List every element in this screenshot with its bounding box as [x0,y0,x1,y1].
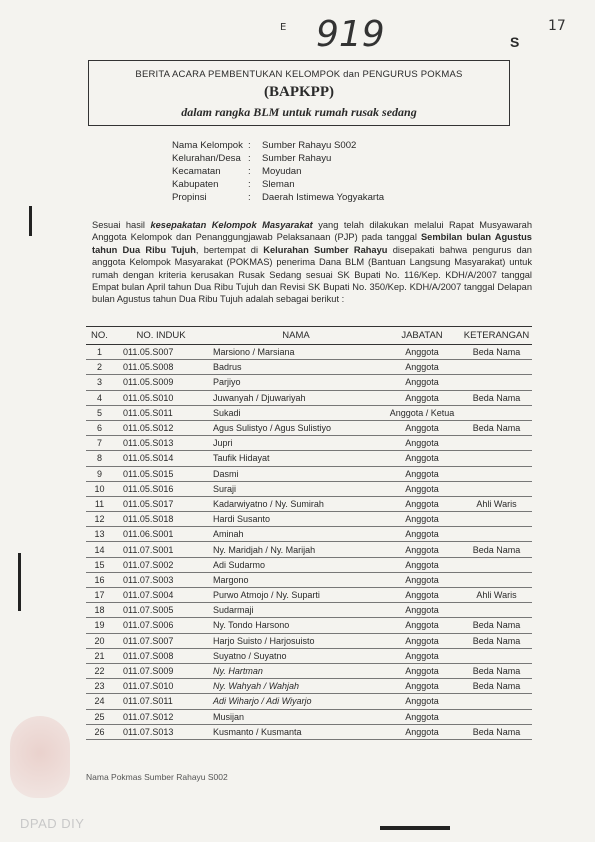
row-keterangan [461,466,532,481]
header-nama: NAMA [209,327,383,345]
row-keterangan [461,709,532,724]
row-no-induk: 011.07.S007 [113,633,209,648]
table-row [86,360,532,375]
row-nama: Agus Sulistyo / Agus Sulistiyo [209,420,383,435]
row-number: 16 [86,572,113,587]
row-nama: Margono [209,572,383,587]
row-keterangan [461,603,532,618]
row-jabatan: Anggota [383,588,461,603]
row-jabatan: Anggota [383,679,461,694]
row-keterangan [461,405,532,420]
row-keterangan [461,512,532,527]
row-nama: Musijan [209,709,383,724]
row-keterangan: Ahli Waris [461,588,532,603]
row-no-induk: 011.05.S012 [113,420,209,435]
para-text: , bertempat di [195,244,264,255]
row-number: 4 [86,390,113,405]
row-keterangan: Beda Nama [461,542,532,557]
row-nama: Jupri [209,436,383,451]
scan-mark [380,826,450,830]
row-number: 9 [86,466,113,481]
row-number: 17 [86,588,113,603]
row-nama: Hardi Susanto [209,512,383,527]
row-jabatan: Anggota [383,663,461,678]
row-jabatan: Anggota [383,648,461,663]
row-no-induk: 011.05.S018 [113,512,209,527]
row-jabatan: Anggota [383,451,461,466]
row-number: 24 [86,694,113,709]
table-row [86,436,532,451]
row-number: 11 [86,496,113,511]
row-number: 2 [86,360,113,375]
row-keterangan: Beda Nama [461,633,532,648]
row-no-induk: 011.07.S013 [113,724,209,739]
member-table [86,326,532,740]
header-keterangan: KETERANGAN [461,327,532,345]
row-no-induk: 011.07.S005 [113,603,209,618]
row-jabatan: Anggota [383,375,461,390]
row-nama: Kadarwiyatno / Ny. Sumirah [209,496,383,511]
row-no-induk: 011.06.S001 [113,527,209,542]
row-keterangan: Beda Nama [461,345,532,360]
row-jabatan: Anggota [383,420,461,435]
row-nama: Ny. Hartman [209,663,383,678]
scan-mark [18,553,21,611]
row-no-induk: 011.07.S003 [113,572,209,587]
row-nama: Harjo Suisto / Harjosuisto [209,633,383,648]
info-value: Moyudan [262,166,302,177]
table-row [86,512,532,527]
table-row [86,618,532,633]
row-number: 13 [86,527,113,542]
row-jabatan: Anggota [383,542,461,557]
para-date: Sembilan bulan Agustus tahun Dua Ribu Tujuh [92,232,532,255]
row-keterangan: Beda Nama [461,420,532,435]
row-no-induk: 011.07.S010 [113,679,209,694]
info-value: Sumber Rahayu S002 [262,140,357,151]
row-nama: Suyatno / Suyatno [209,648,383,663]
row-no-induk: 011.05.S013 [113,436,209,451]
row-nama: Aminah [209,527,383,542]
row-nama: Sudarmaji [209,603,383,618]
row-jabatan: Anggota [383,481,461,496]
row-nama: Parjiyo [209,375,383,390]
row-jabatan: Anggota [383,709,461,724]
row-nama: Badrus [209,360,383,375]
row-no-induk: 011.05.S010 [113,390,209,405]
document-acronym: (BAPKPP) [264,84,334,100]
document-title: BERITA ACARA PEMBENTUKAN KELOMPOK dan PENGURUS POKMAS [135,69,463,80]
info-sep: : [248,153,251,164]
header-no: NO. [86,327,113,345]
info-row [172,178,384,191]
row-number: 10 [86,481,113,496]
intro-paragraph [92,219,532,306]
row-jabatan: Anggota [383,557,461,572]
para-text: yang telah dilakukan melalui Rapat Musyawarah Anggota Kelompok dan Penanggungjawab Pelaksanaan (PJP) pada tanggal [92,220,533,243]
header-no-induk: NO. INDUK [113,327,209,345]
row-keterangan [461,360,532,375]
row-jabatan: Anggota [383,360,461,375]
row-jabatan: Anggota [383,512,461,527]
row-number: 18 [86,603,113,618]
row-nama: Adi Sudarmo [209,557,383,572]
row-jabatan: Anggota [383,633,461,648]
row-number: 3 [86,375,113,390]
info-sep: : [248,179,251,190]
row-number: 8 [86,451,113,466]
row-no-induk: 011.07.S004 [113,588,209,603]
group-info [172,139,384,204]
row-jabatan: Anggota [383,496,461,511]
row-keterangan [461,481,532,496]
row-number: 21 [86,648,113,663]
table-row [86,724,532,739]
table-row [86,648,532,663]
info-sep: : [248,192,251,203]
row-jabatan: Anggota / Ketua [383,405,461,420]
row-jabatan: Anggota [383,694,461,709]
row-keterangan [461,694,532,709]
row-number: 12 [86,512,113,527]
row-number: 1 [86,345,113,360]
row-no-induk: 011.05.S016 [113,481,209,496]
row-jabatan: Anggota [383,618,461,633]
row-keterangan [461,375,532,390]
info-value: Sleman [262,179,295,190]
archive-seal [10,716,70,798]
row-nama: Taufik Hidayat [209,451,383,466]
row-no-induk: 011.07.S011 [113,694,209,709]
para-text: disepakati bahwa pengurus dan anggota Kelompok Masyarakat (POKMAS) penerima Dana BLM (Bantuan Langsung Masyarakat) untuk rumah dengan kriteria kerusakan Rusak Sedang sesuai SK Bupati No. 116/Kep. KDH/A/2007 tanggal Empat bulan April tahun Dua Ribu Tujuh dan Revisi SK Bupati No. 350/Kep. KDH/A/2007 tanggal Delapan bulan Agustus tahun Dua Ribu Tujuh adalah sebagai berikut : [92,244,532,305]
row-number: 15 [86,557,113,572]
row-number: 22 [86,663,113,678]
watermark: DPAD DIY [20,816,85,831]
row-no-induk: 011.05.S017 [113,496,209,511]
table-row [86,481,532,496]
row-nama: Suraji [209,481,383,496]
row-jabatan: Anggota [383,436,461,451]
handwritten-number: 919 [316,14,385,55]
row-no-induk: 011.07.S001 [113,542,209,557]
table-row [86,527,532,542]
table-row [86,496,532,511]
row-keterangan [461,436,532,451]
footer-pokmas: Nama Pokmas Sumber Rahayu S002 [86,772,228,782]
row-keterangan [461,648,532,663]
row-no-induk: 011.07.S006 [113,618,209,633]
row-keterangan [461,557,532,572]
table-row [86,572,532,587]
para-text: Sesuai hasil [92,220,151,230]
row-nama: Ny. Tondo Harsono [209,618,383,633]
header-jabatan: JABATAN [383,327,461,345]
row-no-induk: 011.07.S002 [113,557,209,572]
row-jabatan: Anggota [383,572,461,587]
row-no-induk: 011.07.S008 [113,648,209,663]
table-row [86,557,532,572]
para-location: Kelurahan Sumber Rahayu [263,244,388,255]
row-number: 5 [86,405,113,420]
page-number: 17 [548,18,566,34]
row-no-induk: 011.05.S009 [113,375,209,390]
info-row [172,139,384,152]
info-row [172,191,384,204]
info-sep: : [248,166,251,177]
table-row [86,542,532,557]
row-no-induk: 011.07.S009 [113,663,209,678]
info-label: Nama Kelompok [172,140,243,151]
row-keterangan: Beda Nama [461,663,532,678]
row-nama: Juwanyah / Djuwariyah [209,390,383,405]
row-keterangan: Beda Nama [461,724,532,739]
info-row [172,152,384,165]
row-keterangan [461,451,532,466]
table-row [86,390,532,405]
row-nama: Ny. Maridjah / Ny. Marijah [209,542,383,557]
table-row [86,420,532,435]
row-number: 14 [86,542,113,557]
table-row [86,466,532,481]
row-nama: Purwo Atmojo / Ny. Suparti [209,588,383,603]
table-body [86,345,532,740]
row-nama: Sukadi [209,405,383,420]
para-emphasis: kesepakatan Kelompok Masyarakat [150,220,313,230]
row-nama: Ny. Wahyah / Wahjah [209,679,383,694]
info-value: Daerah Istimewa Yogyakarta [262,192,385,203]
row-no-induk: 011.05.S008 [113,360,209,375]
row-nama: Dasmi [209,466,383,481]
row-nama: Marsiono / Marsiana [209,345,383,360]
row-keterangan [461,572,532,587]
table-row [86,405,532,420]
row-number: 7 [86,436,113,451]
scan-mark [29,206,32,236]
row-jabatan: Anggota [383,527,461,542]
row-jabatan: Anggota [383,345,461,360]
table-row [86,451,532,466]
row-no-induk: 011.05.S007 [113,345,209,360]
row-nama: Kusmanto / Kusmanta [209,724,383,739]
row-number: 25 [86,709,113,724]
row-no-induk: 011.05.S014 [113,451,209,466]
row-number: 26 [86,724,113,739]
row-number: 6 [86,420,113,435]
table-row [86,375,532,390]
table-row [86,345,532,360]
info-value: Sumber Rahayu [262,153,332,164]
row-keterangan: Beda Nama [461,390,532,405]
info-label: Kabupaten [172,179,219,190]
row-jabatan: Anggota [383,390,461,405]
row-keterangan: Beda Nama [461,679,532,694]
info-label: Kelurahan/Desa [172,153,241,164]
document-subtitle: dalam rangka BLM untuk rumah rusak sedang [181,105,417,119]
table-row [86,709,532,724]
table-row [86,588,532,603]
handwritten-small-mark: E [280,22,287,33]
row-jabatan: Anggota [383,466,461,481]
table-row [86,694,532,709]
row-no-induk: 011.07.S012 [113,709,209,724]
row-keterangan: Beda Nama [461,618,532,633]
info-label: Propinsi [172,192,207,203]
info-sep: : [248,140,251,151]
s-mark: S [510,34,520,50]
row-no-induk: 011.05.S011 [113,405,209,420]
row-nama: Adi Wiharjo / Adi Wiyarjo [209,694,383,709]
row-jabatan: Anggota [383,603,461,618]
row-number: 20 [86,633,113,648]
row-keterangan [461,527,532,542]
info-label: Kecamatan [172,166,221,177]
row-number: 23 [86,679,113,694]
row-keterangan: Ahli Waris [461,496,532,511]
table-header-row [86,327,532,345]
table-row [86,663,532,678]
table-row [86,633,532,648]
row-no-induk: 011.05.S015 [113,466,209,481]
table-row [86,603,532,618]
table-row [86,679,532,694]
row-jabatan: Anggota [383,724,461,739]
info-row [172,165,384,178]
row-number: 19 [86,618,113,633]
